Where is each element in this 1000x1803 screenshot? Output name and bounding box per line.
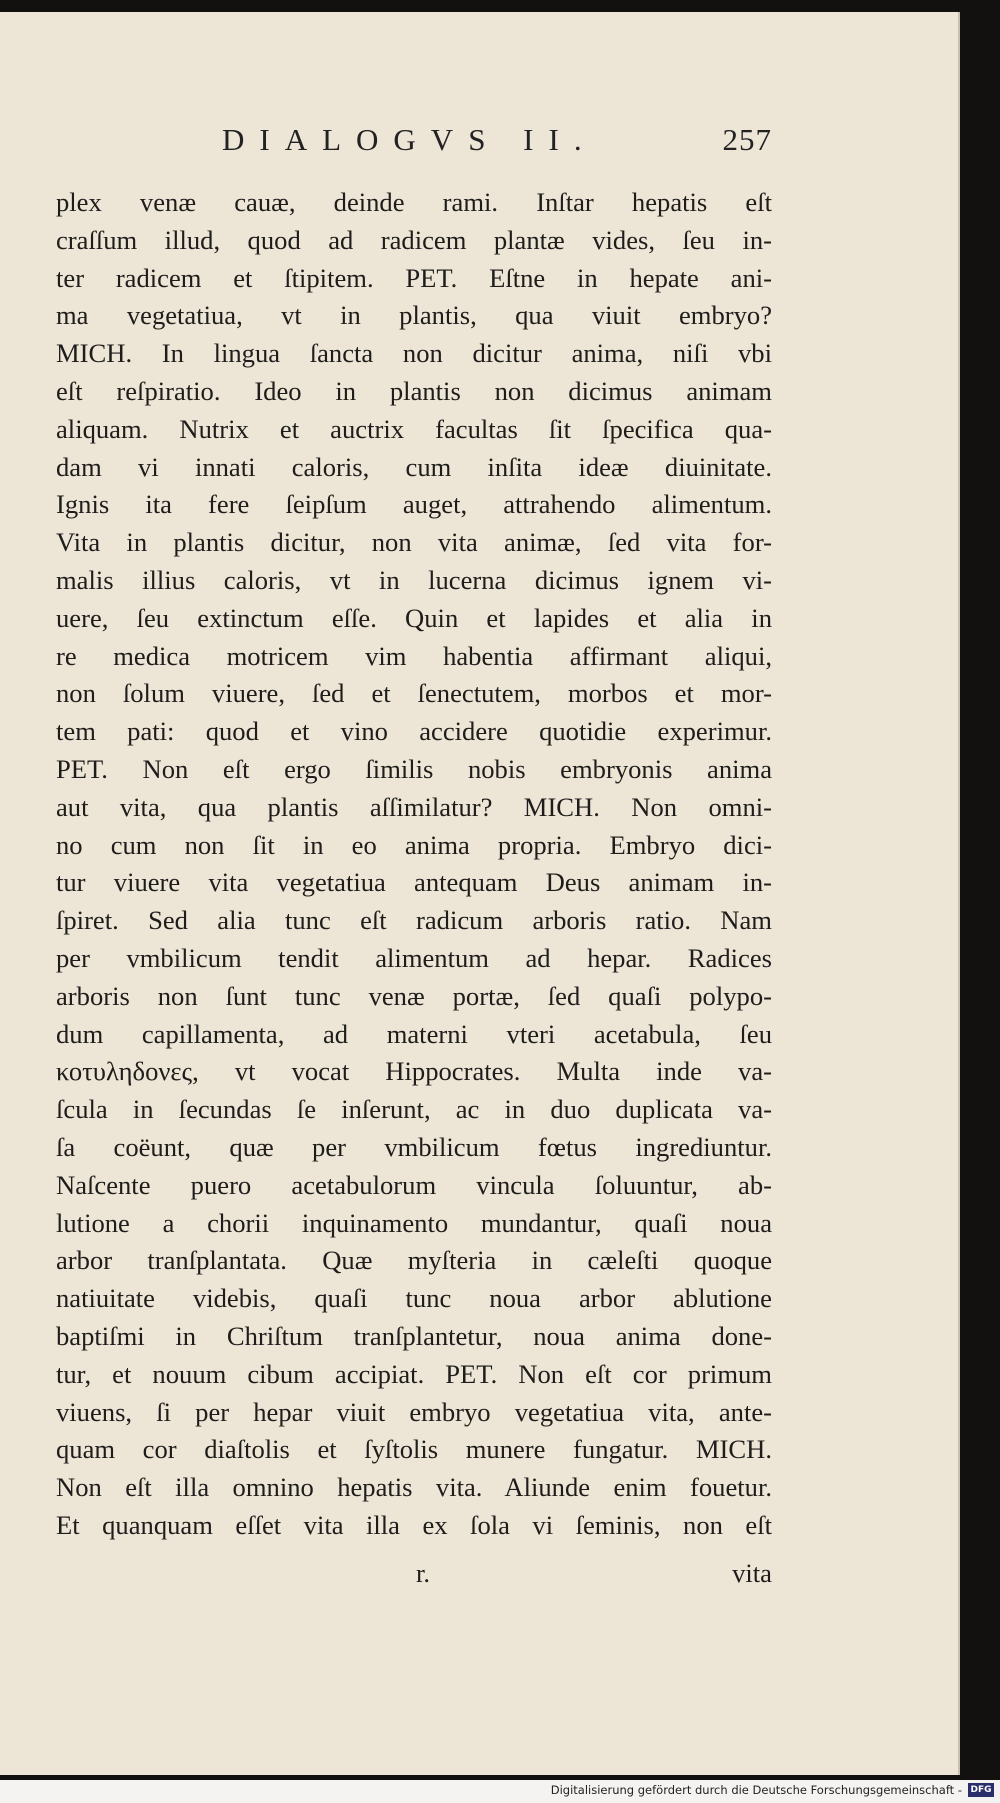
page-header [222, 122, 772, 162]
text-line: ſa coëunt, quæ per vmbilicum fœtus ingrediuntur. [56, 1131, 772, 1162]
credit-bar [0, 1780, 1000, 1803]
page-footer [56, 1558, 772, 1598]
credit-text: Digitalisierung gefördert durch die Deutsche Forschungsgemeinschaft - [550, 1783, 962, 1797]
text-line: arboris non ſunt tunc venæ portæ, ſed quaſi polypo- [56, 980, 772, 1011]
page-number: 257 [722, 122, 772, 157]
text-line: natiuitate videbis, quaſi tunc noua arbor ablutione [56, 1283, 772, 1314]
text-line: dum capillamenta, ad materni vteri acetabula, ſeu [56, 1018, 772, 1049]
text-line: re medica motricem vim habentia affirmant aliqui, [56, 640, 772, 671]
text-line: κοτυληδονες, vt vocat Hippocrates. Multa inde va- [56, 1056, 772, 1087]
text-line: PET. Non eſt ergo ſimilis nobis embryonis anima [56, 753, 772, 784]
body-text [56, 184, 772, 1545]
text-line: per vmbilicum tendit alimentum ad hepar. Radices [56, 942, 772, 973]
text-line: ſcula in ſecundas ſe inſerunt, ac in duo duplicata va- [56, 1094, 772, 1125]
signature-mark: r. [416, 1558, 431, 1588]
text-line: dam vi innati caloris, cum inſita ideæ diuinitate. [56, 451, 772, 482]
text-line: MICH. In lingua ſancta non dicitur anima, niſi vbi [56, 338, 772, 369]
catchword: vita [732, 1558, 772, 1588]
text-line: viuens, ſi per hepar viuit embryo vegetatiua vita, ante- [56, 1396, 772, 1427]
running-title: DIALOGVS II. [222, 122, 597, 157]
text-line: uere, ſeu extinctum eſſe. Quin et lapides et alia in [56, 602, 772, 633]
dfg-logo-icon: DFG [968, 1783, 994, 1797]
text-line: non ſolum viuere, ſed et ſenectutem, morbos et mor- [56, 678, 772, 709]
text-line: no cum non ſit in eo anima propria. Embryo dici- [56, 829, 772, 860]
text-line: tur, et nouum cibum accipiat. PET. Non eſt cor primum [56, 1358, 772, 1389]
text-line: craſſum illud, quod ad radicem plantæ vides, ſeu in- [56, 224, 772, 255]
text-line: tem pati: quod et vino accidere quotidie experimur. [56, 716, 772, 747]
text-line: aut vita, qua plantis aſſimilatur? MICH. Non omni- [56, 791, 772, 822]
text-line: malis illius caloris, vt in lucerna dicimus ignem vi- [56, 564, 772, 595]
text-line: plex venæ cauæ, deinde rami. Inſtar hepatis eſt [56, 187, 772, 217]
text-line: arbor tranſplantata. Quæ myſteria in cæleſti quoque [56, 1245, 772, 1276]
text-line: Et quanquam eſſet vita illa ex ſola vi ſeminis, non eſt [56, 1509, 772, 1540]
text-line: ſpiret. Sed alia tunc eſt radicum arboris ratio. Nam [56, 905, 772, 936]
text-line: aliquam. Nutrix et auctrix facultas ſit ſpecifica qua- [56, 413, 772, 444]
text-line: ma vegetatiua, vt in plantis, qua viuit embryo? [56, 300, 772, 331]
text-line: tur viuere vita vegetatiua antequam Deus animam in- [56, 867, 772, 898]
book-page [0, 12, 960, 1775]
text-line: baptiſmi in Chriſtum tranſplantetur, noua anima done- [56, 1320, 772, 1351]
text-line: Non eſt illa omnino hepatis vita. Aliunde enim fouetur. [56, 1472, 772, 1503]
text-line: lutione a chorii inquinamento mundantur, quaſi noua [56, 1207, 772, 1238]
text-line: Naſcente puero acetabulorum vincula ſoluuntur, ab- [56, 1169, 772, 1200]
text-line: eſt reſpiratio. Ideo in plantis non dicimus animam [56, 375, 772, 406]
text-line: ter radicem et ſtipitem. PET. Eſtne in hepate ani- [56, 262, 772, 293]
text-line: Vita in plantis dicitur, non vita animæ, ſed vita for- [56, 527, 772, 558]
text-line: Ignis ita fere ſeipſum auget, attrahendo alimentum. [56, 489, 772, 520]
text-line: quam cor diaſtolis et ſyſtolis munere fungatur. MICH. [56, 1434, 772, 1465]
